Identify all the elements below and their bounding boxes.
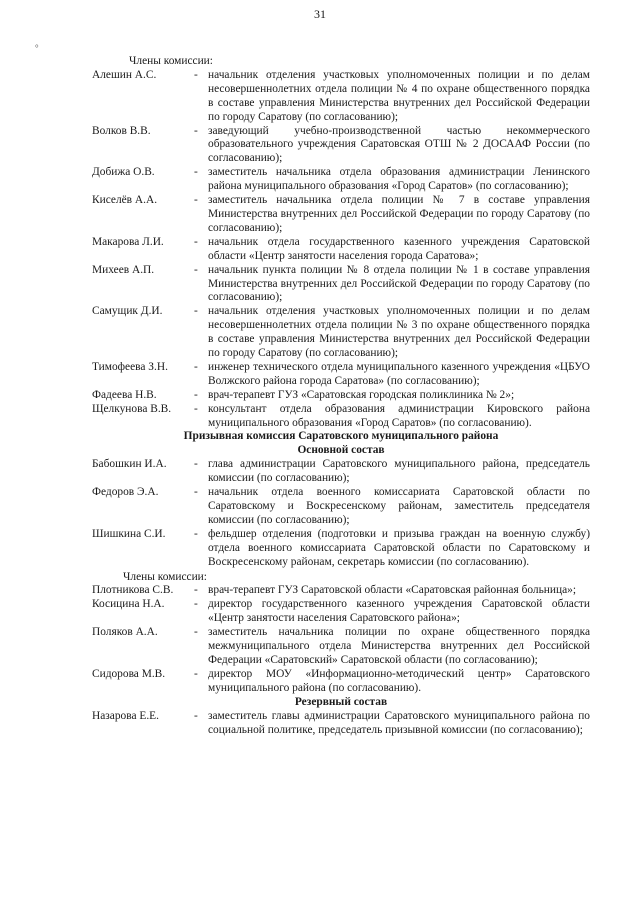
position-text-line: (по согласованию); (475, 180, 569, 193)
position-text-line: области «Центр занятости населения Саратовского района»; (208, 598, 590, 625)
member-name: Назарова Е.Е. (92, 709, 159, 722)
member-position (208, 528, 590, 570)
position-text-line: фельдшер отделения (подготовки и призыва граждан на военную (208, 527, 546, 540)
member-name: Киселёв А.А. (92, 194, 158, 207)
position-text-line: Федерации «Саратовский» Саратовской области (по согласованию); (208, 653, 538, 666)
margin-mark: ° (35, 43, 39, 53)
list-dash: - (194, 166, 198, 179)
position-text-line: врач-терапевт ГУЗ Саратовской области «Саратовская районная (208, 584, 519, 597)
list-dash: - (194, 360, 198, 373)
position-text-line: начальник отдела государственного казенного учреждения (208, 235, 520, 248)
member-position (208, 486, 590, 528)
position-text-line: образовательного учреждения Саратовская ОТШ № 2 ДОСААФ (208, 138, 532, 151)
list-dash: - (194, 124, 198, 137)
commission-member-entry (92, 584, 590, 598)
position-text-line: врач-терапевт ГУЗ «Саратовская городская поликлиника № 2»; (208, 388, 515, 401)
position-text-line: и по делам несовершеннолетних отдела полиции № 4 по охране (208, 68, 590, 95)
position-text-line: начальник отделения участковых уполномоченных полиции (208, 68, 520, 81)
member-name: Макарова Л.И. (92, 235, 164, 248)
commission-member-entry (92, 626, 590, 668)
list-dash: - (194, 709, 198, 722)
list-dash: - (194, 527, 198, 540)
position-text-line: консультант отдела образования администрации Кировского района (208, 402, 590, 415)
position-text-line: внутренних дел Российской Федерации по городу Саратову (208, 96, 590, 123)
member-position (208, 668, 590, 696)
list-dash: - (194, 486, 198, 499)
list-dash: - (194, 305, 198, 318)
member-name: Добижа О.В. (92, 166, 155, 179)
position-text-line: начальник отдела военного комиссариата Саратовской области (208, 486, 565, 499)
position-text-line: начальник отделения участковых уполномоченных полиции (208, 305, 520, 318)
position-text-line: службу) отдела военного комиссариата Саратовской области (208, 527, 590, 554)
commission-member-entry (92, 668, 590, 696)
member-name: Фадеева Н.В. (92, 388, 157, 401)
position-text-line: общественного порядка в составе управления Министерства (208, 319, 590, 346)
commission-member-entry (92, 598, 590, 626)
position-text-line: начальник пункта полиции № 8 отдела полиции № 1 в составе (208, 263, 530, 276)
list-dash: - (194, 235, 198, 248)
commission-member-entry (92, 194, 590, 236)
member-position (208, 69, 590, 125)
position-text-line: общественного порядка в составе управления Министерства (208, 82, 590, 109)
list-dash: - (194, 263, 198, 276)
list-dash: - (194, 388, 198, 401)
position-text-line: заместитель начальника отдела полиции № 7 в составе управления (208, 194, 590, 207)
list-dash: - (194, 458, 198, 471)
commission-member-entry (92, 389, 590, 403)
member-name: Поляков А.А. (92, 626, 158, 639)
position-text-line: внутренних дел Российской Федерации по городу Саратову (208, 333, 590, 360)
member-name: Алешин А.С. (92, 68, 157, 81)
list-dash: - (194, 584, 198, 597)
position-text-line: управления Министерства внутренних дел Российской Федерации (208, 263, 590, 290)
member-name: Тимофеева З.Н. (92, 360, 168, 373)
section2-title: Призывная комиссия Саратовского муниципального района (183, 430, 499, 443)
position-text-line: директор МОУ «Информационно-методический центр» Саратовского (208, 667, 590, 680)
commission-member-entry (92, 305, 590, 361)
member-position (208, 710, 590, 738)
position-text-line: заместитель главы администрации Саратовского муниципального (208, 709, 536, 722)
member-position (208, 598, 590, 626)
position-text-line: района по социальной политике, председатель призывной комиссии (208, 709, 590, 736)
section1-entries (92, 69, 590, 431)
section1-members-label: Члены комиссии: (129, 55, 213, 67)
commission-member-entry (92, 166, 590, 194)
position-text-line: директор государственного казенного учреждения Саратовской (208, 598, 543, 611)
commission-member-entry (92, 125, 590, 167)
member-position (208, 236, 590, 264)
member-position (208, 361, 590, 389)
position-text-line: больница»; (521, 584, 576, 597)
commission-member-entry (92, 528, 590, 570)
list-dash: - (194, 667, 198, 680)
position-text-line: межмуниципального отдела Министерства внутренних дел Российской (208, 640, 590, 653)
member-position (208, 305, 590, 361)
position-text-line: (по согласованию); (305, 110, 399, 123)
member-name: Плотникова С.В. (92, 584, 174, 597)
position-text-line: муниципального района (по согласованию). (208, 681, 422, 694)
commission-member-entry (92, 486, 590, 528)
member-name: Сидорова М.В. (92, 667, 166, 680)
page-number: 31 (314, 7, 326, 21)
list-dash: - (194, 626, 198, 639)
member-name: Самущик Д.И. (92, 305, 163, 318)
position-text-line: по городу Саратову (по согласованию); (208, 277, 590, 304)
position-text-line: и по делам несовершеннолетних отдела полиции № 3 по охране (208, 305, 590, 332)
member-position (208, 264, 590, 306)
commission-member-entry (92, 458, 590, 486)
section2-members-label: Члены комиссии: (123, 570, 207, 583)
position-text-line: Саратову (по согласованию); (208, 207, 590, 234)
member-name: Михеев А.П. (92, 263, 155, 276)
commission-member-entry (92, 264, 590, 306)
position-text-line: (по согласованию); (305, 347, 399, 360)
position-text-line: председатель комиссии (по согласованию); (208, 458, 590, 485)
commission-member-entry (92, 236, 590, 264)
position-text-line: комиссии (по согласованию); (208, 513, 350, 526)
position-text-line: муниципального образования «Город Саратов» (по согласованию). (208, 416, 532, 429)
section2-main-entries (92, 458, 590, 569)
member-name: Шишкина С.И. (92, 527, 166, 540)
member-name: Щелкунова В.В. (92, 402, 172, 415)
section2-main-title: Основной состав (297, 444, 385, 457)
section2-member-entries (92, 584, 590, 695)
member-position (208, 584, 590, 598)
commission-member-entry (92, 403, 590, 431)
document-body (92, 55, 590, 737)
member-position (208, 403, 590, 431)
position-text-line: глава администрации Саратовского муниципального района, (208, 458, 519, 471)
section2-reserve-entries (92, 710, 590, 738)
member-position (208, 458, 590, 486)
commission-member-entry (92, 69, 590, 125)
member-name: Федоров Э.А. (92, 486, 159, 499)
position-text-line: (по согласованию); (490, 723, 583, 736)
list-dash: - (194, 68, 198, 81)
position-text-line: по Саратовскому и Воскресенскому районам, заместитель председателя (208, 486, 590, 512)
position-text-line: инженер технического отдела муниципального казенного учреждения (208, 360, 551, 373)
position-text-line: Ленинского района муниципального образования «Город Саратов» (208, 166, 590, 193)
member-position (208, 125, 590, 167)
position-text-line: заместитель начальника отдела образования администрации (208, 166, 525, 179)
member-position (208, 389, 590, 403)
commission-member-entry (92, 361, 590, 389)
position-text-line: Министерства внутренних дел Российской Федерации по городу (208, 207, 524, 220)
list-dash: - (194, 194, 198, 207)
commission-member-entry (92, 710, 590, 738)
member-position (208, 166, 590, 194)
position-text-line: Саратовской области «Центр занятости населения города Саратова»; (208, 235, 590, 262)
list-dash: - (194, 402, 198, 415)
position-text-line: (по согласованию). (436, 555, 530, 568)
position-text-line: по Саратовскому и Воскресенскому районам, секретарь комиссии (208, 541, 591, 568)
position-text-line: заместитель начальника полиции по охране общественного порядка (208, 626, 590, 639)
position-text-line: «ЦБУО Волжского района города Саратова» (по согласованию); (208, 360, 590, 387)
member-name: Волков В.В. (92, 124, 151, 137)
position-text-line: России (по согласованию); (208, 138, 590, 165)
position-text-line: заведующий учебно-производственной частью некоммерческого (208, 124, 590, 137)
member-name: Бабошкин И.А. (92, 458, 167, 471)
member-position (208, 194, 590, 236)
member-name: Косицина Н.А. (92, 598, 165, 611)
section2-reserve-title: Резервный состав (294, 695, 388, 708)
member-position (208, 626, 590, 668)
list-dash: - (194, 598, 198, 611)
